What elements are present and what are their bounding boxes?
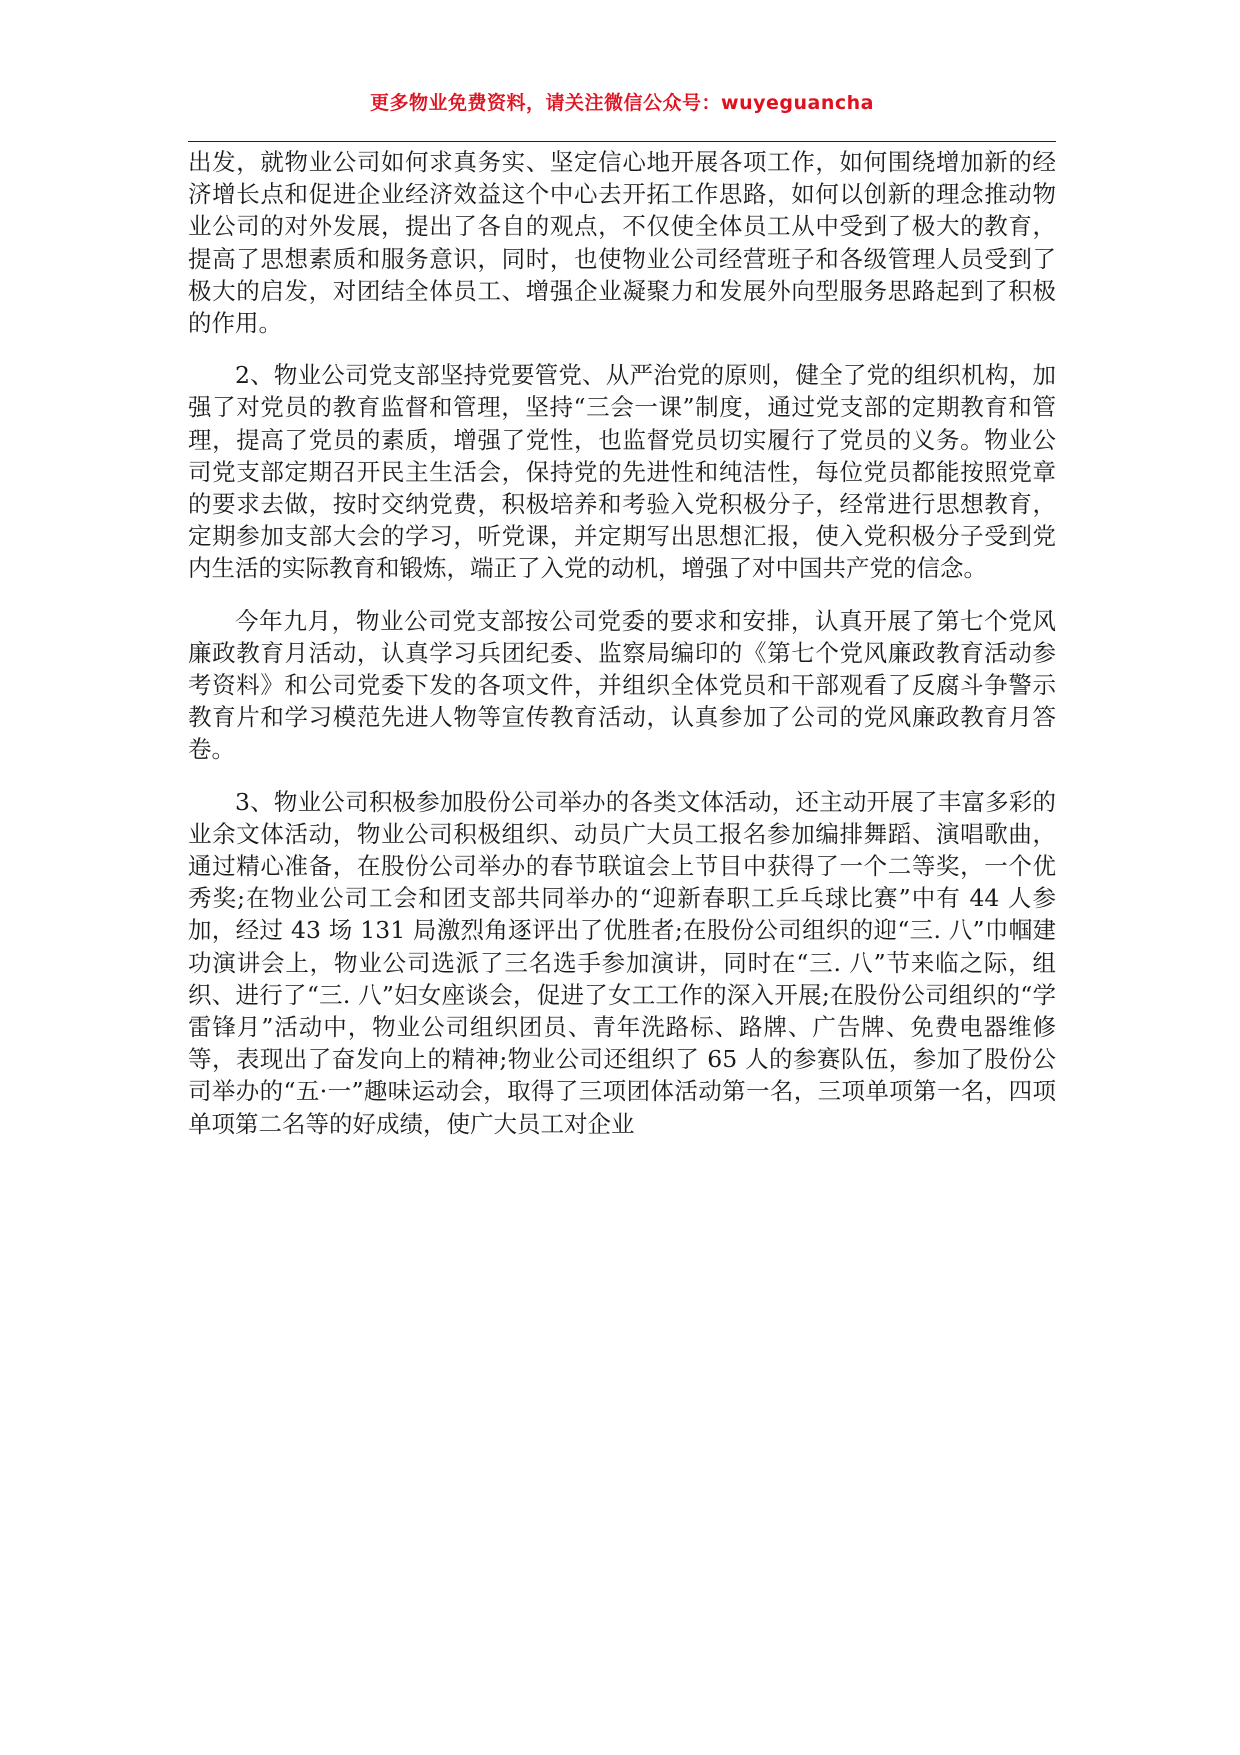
paragraph-continuation: 出发，就物业公司如何求真务实、坚定信心地开展各项工作，如何围绕增加新的经济增长点和促进企业经济效益这个中心去开拓工作思路，如何以创新的理念推动物业公司的对外发展，提出了各自的观点，不仅使全体员工从中受到了极大的教育，提高了思想素质和服务意识，同时，也使物业公司经营班子和各级管理人员受到了极大的启发，对团结全体员工、增强企业凝聚力和发展外向型服务思路起到了积极的作用。: [188, 148, 1056, 338]
header-banner[interactable]: 更多物业免费资料，请关注微信公众号：wuyeguancha: [370, 92, 874, 114]
paragraph-anti-corruption-month: 今年九月，物业公司党支部按公司党委的要求和安排，认真开展了第七个党风廉政教育月活动，认真学习兵团纪委、监察局编印的《第七个党风廉政教育活动参考资料》和公司党委下发的各项文件，并组织全体党员和干部观看了反腐斗争警示教育片和学习模范先进人物等宣传教育活动，认真参加了公司的党风廉政教育月答卷。: [188, 606, 1056, 764]
paragraph-party-branch: 2、物业公司党支部坚持党要管党、从严治党的原则，健全了党的组织机构，加强了对党员的教育监督和管理，坚持“三会一课”制度，通过党支部的定期教育和管理，提高了党员的素质，增强了党性，也监督党员切实履行了党员的义务。物业公司党支部定期召开民主生活会，保持党的先进性和纯洁性，每位党员都能按照党章的要求去做，按时交纳党费，积极培养和考验入党积极分子，经常进行思想教育，定期参加支部大会的学习，听党课，并定期写出思想汇报，使入党积极分子受到党内生活的实际教育和锻炼，端正了入党的动机，增强了对中国共产党的信念。: [188, 361, 1056, 583]
document-body: [188, 146, 1056, 1160]
header-divider: [188, 141, 1056, 142]
paragraph-cultural-activities: 3、物业公司积极参加股份公司举办的各类文体活动，还主动开展了丰富多彩的业余文体活动，物业公司积极组织、动员广大员工报名参加编排舞蹈、演唱歌曲，通过精心准备，在股份公司举办的春节联谊会上节目中获得了一个二等奖，一个优秀奖;在物业公司工会和团支部共同举办的“迎新春职工乒乓球比赛”中有 44 人参加，经过 43 场 131 局激烈角逐评出了优胜者;在股份公司组织的迎“三. 八”巾帼建功演讲会上，物业公司选派了三名选手参加演讲，同时在“三. 八”节来临之际，组织、进行了“三. 八”妇女座谈会，促进了女工工作的深入开展;在股份公司组织的“学雷锋月”活动中，物业公司组织团员、青年洗路标、路牌、广告牌、免费电器维修等，表现出了奋发向上的精神;物业公司还组织了 65 人的参赛队伍，参加了股份公司举办的“五·一”趣味运动会，取得了三项团体活动第一名，三项单项第一名，四项单项第二名等的好成绩，使广大员工对企业: [188, 787, 1056, 1138]
